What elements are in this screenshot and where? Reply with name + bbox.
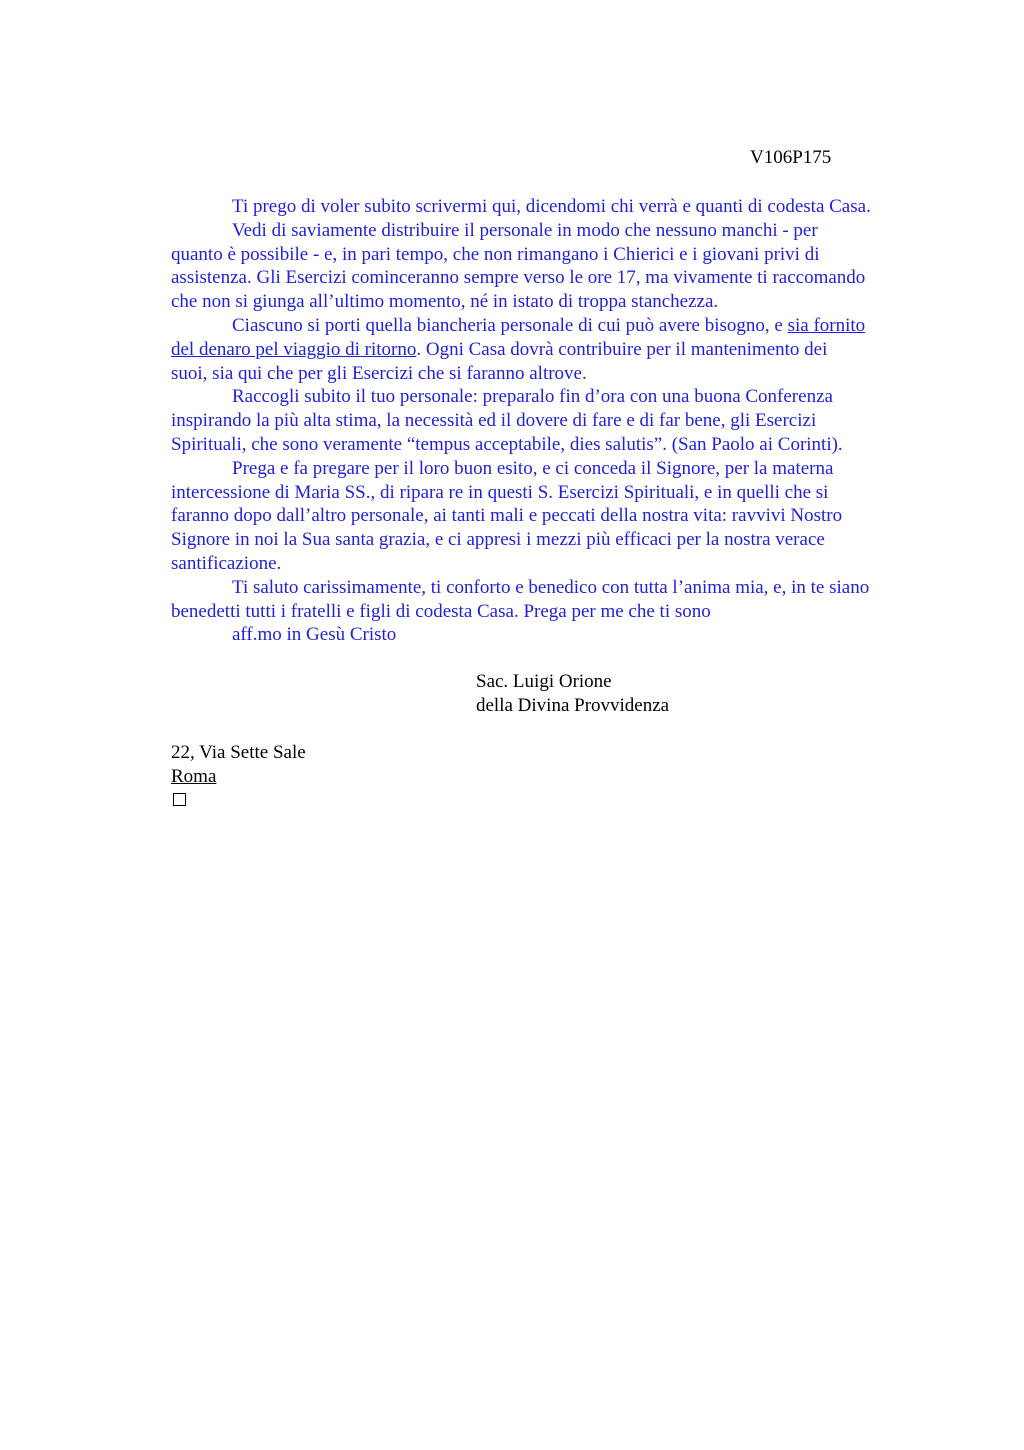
paragraph-4	[171, 385, 931, 456]
paragraph-2-line-3: assistenza. Gli Esercizi cominceranno sempre verso le ore 17, ma vivamente ti raccomando	[171, 267, 866, 289]
paragraph-5-line-2: intercessione di Maria SS., di ripara re in questi S. Esercizi Spirituali, e in quelli che si	[171, 481, 829, 503]
underlined-text: del denaro pel viaggio di ritorno	[171, 338, 417, 360]
address-city: Roma	[171, 765, 217, 787]
underlined-text: sia fornito	[787, 314, 866, 336]
paragraph-2	[171, 219, 931, 314]
address-street: 22, Via Sette Sale	[171, 742, 306, 763]
paragraph-3	[171, 314, 931, 385]
paragraph-6	[171, 576, 931, 624]
checkbox-square-icon	[173, 793, 186, 806]
paragraph-2-line-1: Vedi di saviamente distribuire il personale in modo che nessuno manchi - per	[232, 219, 818, 241]
document-code: V106P175	[750, 147, 832, 168]
paragraph-5-line-3: faranno dopo dall’altro personale, ai tanti mali e peccati della nostra vita: ravvivi Nostro	[171, 505, 843, 527]
paragraph-6-line-2: benedetti tutti i fratelli e figli di codesta Casa. Prega per me che ti sono	[171, 600, 711, 622]
paragraph-5	[171, 457, 931, 576]
paragraph-4-line-1: Raccogli subito il tuo personale: preparalo fin d’ora con una buona Conferenza	[232, 386, 833, 408]
signature-name: Sac. Luigi Orione	[476, 671, 612, 692]
paragraph-6-line-1: Ti saluto carissimamente, ti conforto e benedico con tutta l’anima mia, e, in te siano	[232, 576, 870, 598]
paragraph-5-line-4: Signore in noi la Sua santa grazia, e ci appresi i mezzi più efficaci per la nostra verace	[171, 529, 825, 551]
paragraph-4-line-2: inspirando la più alta stima, la necessità ed il dovere di fare e di far bene, gli Esercizi	[171, 410, 817, 432]
paragraph-5-line-5: santificazione.	[171, 552, 282, 574]
letter-body	[171, 195, 931, 647]
paragraph-2-line-2: quanto è possibile - e, in pari tempo, che non rimangano i Chierici e i giovani privi di	[171, 243, 820, 265]
paragraph-4-line-3: Spirituali, che sono veramente “tempus acceptabile, dies salutis”. (San Paolo ai Corinti).	[171, 433, 843, 455]
paragraph-1	[171, 195, 931, 219]
paragraph-3-line-3: suoi, sia qui che per gli Esercizi che si faranno altrove.	[171, 362, 587, 384]
closing-line: aff.mo in Gesù Cristo	[232, 624, 397, 646]
signature-block	[476, 670, 669, 718]
signature-title: della Divina Provvidenza	[476, 694, 670, 716]
paragraph-3-text: Ciascuno si porti quella biancheria personale di cui può avere bisogno, e	[232, 314, 788, 336]
address-block	[171, 741, 306, 812]
paragraph-3-text: . Ogni Casa dovrà contribuire per il mantenimento dei	[416, 338, 828, 360]
paragraph-5-line-1: Prega e fa pregare per il loro buon esito, e ci conceda il Signore, per la materna	[232, 457, 834, 479]
paragraph-2-line-4: che non si giunga all’ultimo momento, né in istato di troppa stanchezza.	[171, 291, 719, 313]
paragraph-1-line-1: Ti prego di voler subito scrivermi qui, dicendomi chi verrà e quanti di codesta Casa.	[232, 196, 871, 217]
